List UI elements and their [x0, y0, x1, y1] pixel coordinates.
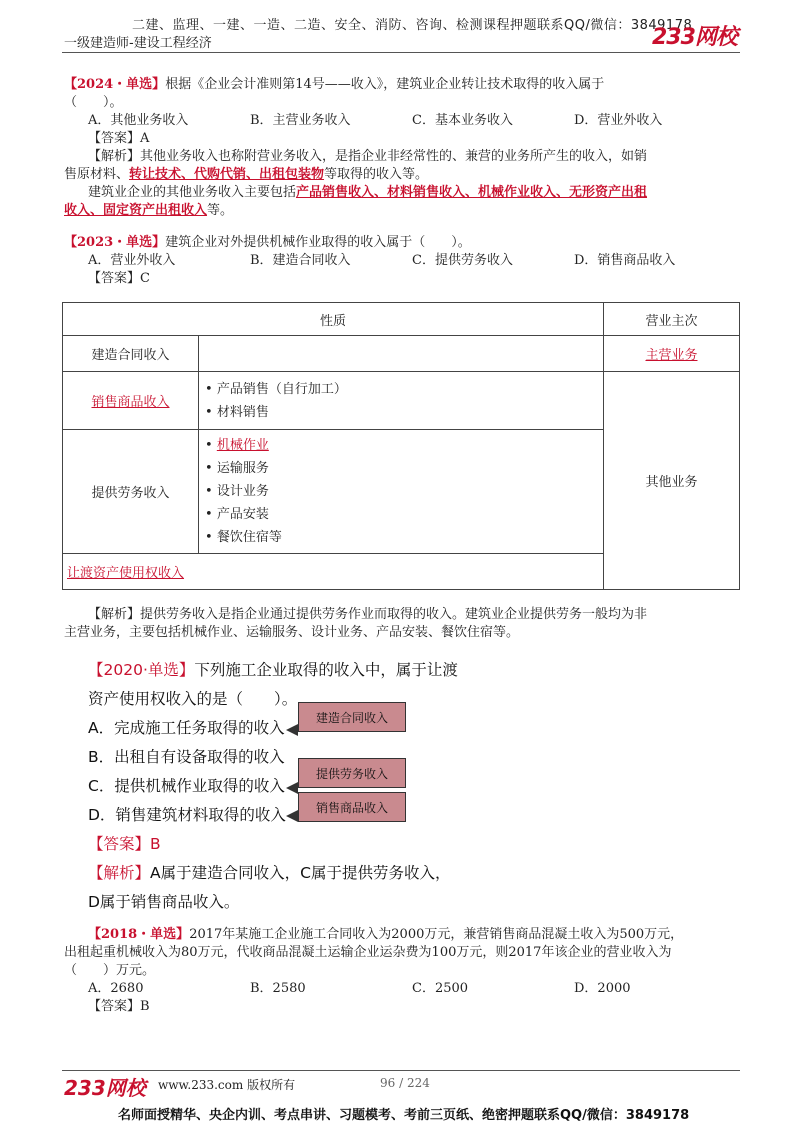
option-b: B．主营业务收入: [250, 113, 351, 128]
sales-label: 销售商品收入: [91, 395, 170, 410]
option-a: A．营业外收入: [88, 253, 176, 268]
answer: 【答案】B: [88, 999, 150, 1014]
option-list: [64, 252, 744, 270]
answer: B: [150, 835, 161, 853]
explanation-tag: 【解析】: [88, 864, 151, 882]
question-2018: [64, 926, 744, 1016]
list-item: • 餐饮住宿等: [205, 526, 603, 549]
table-row: [63, 372, 740, 430]
option-d: D．营业外收入: [574, 113, 663, 128]
option-a: A．完成施工任务取得的收入: [88, 719, 285, 737]
callout-service: 提供劳务收入: [298, 758, 406, 788]
explanation: A属于建造合同收入，C属于提供劳务收入，: [150, 864, 451, 882]
question-tag: 【2024・单选】: [64, 77, 166, 92]
table-explanation: [64, 606, 744, 642]
option-a: A．其他业务收入: [88, 113, 189, 128]
question-tag: 【2018・单选】: [88, 927, 190, 942]
page-number: 96 / 224: [380, 1076, 430, 1090]
table-header-row: [63, 303, 740, 336]
footer-promo: 名师面授精华、央企内训、考点串讲、习题模考、考前三页纸、绝密押题联系QQ/微信：3849178: [118, 1108, 690, 1123]
question-stem: 下列施工企业取得的收入中，属于让渡: [194, 661, 458, 679]
row-label: [63, 554, 604, 590]
callout-pointer: [286, 724, 298, 736]
header-nature: 性质: [63, 303, 604, 336]
list-item: • 材料销售: [205, 401, 603, 424]
header-subject: 一级建造师-建设工程经济: [64, 36, 212, 51]
option-d: D．销售建筑材料取得的收入: [88, 806, 286, 824]
question-stem-cont: （ ）。: [64, 95, 123, 110]
explanation: 【解析】提供劳务收入是指企业通过提供劳务作业而取得的收入。建筑业企业提供劳务一般均为非: [88, 607, 648, 622]
callout-construction: 建造合同收入: [298, 702, 406, 732]
question-2023: [64, 234, 744, 288]
explanation-cont3: 收入、固定资产出租收入等。: [64, 203, 234, 218]
highlight-text: 产品销售收入、材料销售收入、机械作业收入、无形资产出租: [296, 185, 648, 200]
footer-logo: 233网校: [64, 1076, 146, 1100]
row-label: 提供劳务收入: [63, 430, 199, 554]
list-item: • 设计业务: [205, 480, 603, 503]
main-business-label: 主营业务: [645, 348, 698, 363]
row-main: [604, 336, 740, 372]
header-main: 营业主次: [604, 303, 740, 336]
callout-pointer: [286, 782, 298, 794]
question-tag: 【2023・单选】: [64, 235, 166, 250]
option-c: C．提供劳务收入: [412, 253, 513, 268]
option-list: [64, 112, 744, 130]
question-stem: 建筑企业对外提供机械作业取得的收入属于（ ）。: [165, 235, 471, 250]
option-c: C．基本业务收入: [412, 113, 513, 128]
question-stem: 根据《企业会计准则第14号——收入》，建筑业企业转让技术取得的收入属于: [165, 77, 605, 92]
question-2024: [64, 76, 744, 220]
explanation-cont: 主营业务，主要包括机械作业、运输服务、设计业务、产品安装、餐饮住宿等。: [64, 625, 520, 640]
row-content: [199, 336, 604, 372]
explanation-cont: D属于销售商品收入。: [88, 893, 240, 911]
page-header: [0, 0, 800, 56]
explanation-cont: 售原材料、转让技术、代购代销、出租包装物等取得的收入等。: [64, 167, 429, 182]
header-promo: 二建、监理、一建、一造、二造、安全、消防、咨询、检测课程押题联系QQ/微信：3849178: [132, 18, 693, 33]
question-stem-cont2: （ ）万元。: [64, 963, 156, 978]
transfer-label: 让渡资产使用权收入: [67, 566, 185, 581]
income-table: [62, 302, 740, 590]
row-main-other: 其他业务: [604, 372, 740, 590]
list-item: • 产品销售（自行加工）: [205, 378, 603, 401]
footer-site: www.233.com 版权所有: [158, 1078, 296, 1092]
answer: 【答案】A: [88, 131, 150, 146]
highlight-text: 转让技术、代购代销、出租包装物: [129, 167, 325, 182]
list-item: • 机械作业: [205, 434, 603, 457]
option-b: B．建造合同收入: [250, 253, 351, 268]
callout-pointer: [286, 810, 298, 822]
row-content: [199, 372, 604, 430]
explanation: 【解析】其他业务收入也称附营业务收入，是指企业非经常性的、兼营的业务所产生的收入，如销: [88, 149, 648, 164]
callout-sales: 销售商品收入: [298, 792, 406, 822]
option-a: A．2680: [88, 981, 144, 996]
table-row: [63, 336, 740, 372]
option-d: D．2000: [574, 981, 631, 996]
list-item: • 运输服务: [205, 457, 603, 480]
question-stem-cont: 出租起重机械收入为80万元，代收商品混凝土运输企业运杂费为100万元，则2017年该企业的营业收入为: [64, 945, 672, 960]
question-stem: 2017年某施工企业施工合同收入为2000万元，兼营销售商品混凝土收入为500万元，: [189, 927, 684, 942]
row-content: [199, 430, 604, 554]
question-stem-cont: 资产使用权收入的是（ ）。: [88, 690, 298, 708]
question-tag: 【2020·单选】: [88, 661, 195, 679]
option-d: D．销售商品收入: [574, 253, 676, 268]
footer-divider: [62, 1070, 740, 1071]
option-b: B．出租自有设备取得的收入: [88, 748, 285, 766]
option-list: [64, 980, 744, 998]
list-item: • 产品安装: [205, 503, 603, 526]
row-label: [63, 372, 199, 430]
option-c: C．提供机械作业取得的收入: [88, 777, 285, 795]
answer: 【答案】C: [88, 271, 150, 286]
option-b: B．2580: [250, 981, 306, 996]
answer-tag: 【答案】: [88, 835, 151, 853]
explanation-cont2: 建筑业企业的其他业务收入主要包括产品销售收入、材料销售收入、机械作业收入、无形资产出租: [88, 185, 648, 200]
row-label: 建造合同收入: [63, 336, 199, 372]
site-logo: 233网校: [652, 25, 737, 50]
header-divider: [62, 52, 740, 53]
highlight-text: 收入、固定资产出租收入: [64, 203, 208, 218]
option-c: C．2500: [412, 981, 469, 996]
